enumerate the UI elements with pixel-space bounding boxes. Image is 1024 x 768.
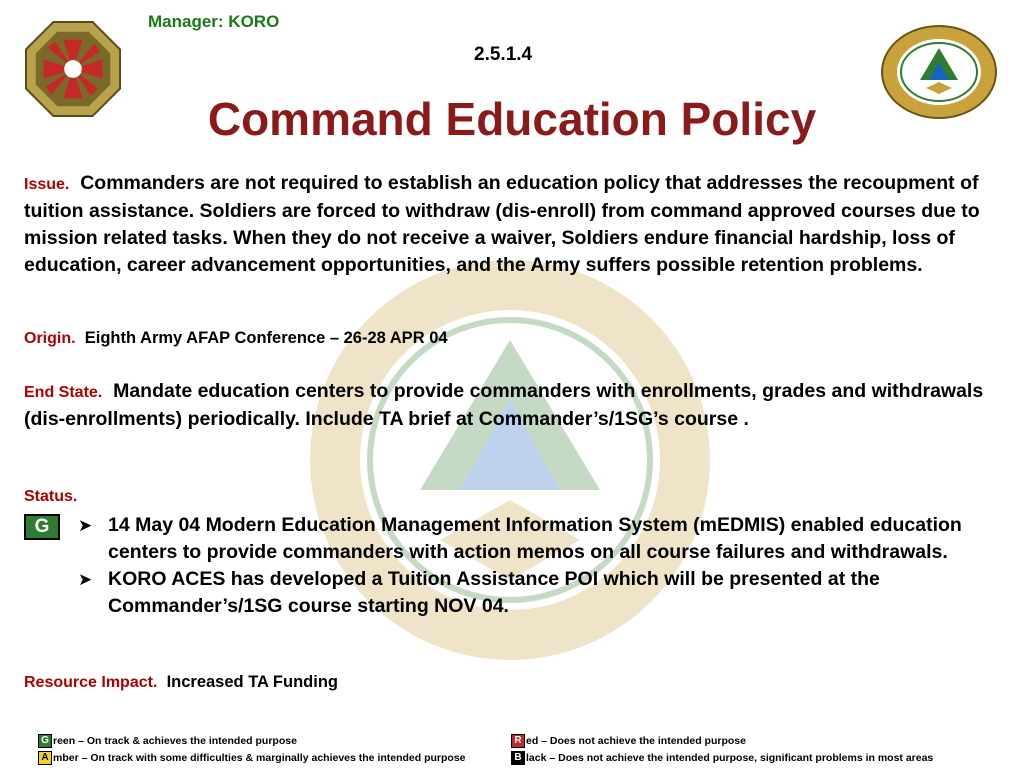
legend-amber-text: mber – On track with some difficulties & marginally achieves the intended purpose: [53, 751, 466, 764]
end-state-text: Mandate education centers to provide commanders with enrollments, grades and withdrawals (dis-enrollments) periodically. Include TA brief at Commander’s/1SG’s course .: [24, 380, 984, 430]
arrow-bullet-icon: ➤: [78, 570, 93, 589]
legend-amber-box: A: [38, 751, 52, 765]
issue-label: Issue.: [24, 176, 70, 193]
status-label: Status.: [24, 488, 78, 505]
legend-red-box: R: [511, 734, 525, 748]
legend-green-text: reen – On track & achieves the intended purpose: [53, 734, 297, 747]
status-bullet-text: KORO ACES has developed a Tuition Assistance POI which will be presented at the Commander’s/1SG course starting NOV 04.: [108, 568, 880, 617]
status-badge: G: [24, 514, 60, 540]
legend-red: [511, 734, 746, 748]
origin-label: Origin.: [24, 330, 76, 347]
status-bullet-text: 14 May 04 Modern Education Management Information System (mEDMIS) enabled education centers to provide commanders with action memos on all course failures and withdrawals.: [108, 514, 962, 563]
legend-red-text: ed – Does not achieve the intended purpose: [526, 734, 746, 747]
end-state-label: End State.: [24, 384, 103, 401]
resource-impact-label: Resource Impact.: [24, 674, 158, 691]
legend-black-box: B: [511, 751, 525, 765]
status-bullets: [78, 512, 1008, 620]
status-bullet: [78, 566, 1008, 620]
slide-number: 2.5.1.4: [474, 44, 533, 65]
resource-impact-section: [24, 673, 338, 692]
manager-label: Manager: KORO: [148, 12, 280, 31]
origin-section: [24, 329, 448, 348]
status-bullet: [78, 512, 1008, 566]
legend-green: [38, 734, 297, 748]
origin-text: Eighth Army AFAP Conference – 26-28 APR 04: [84, 329, 448, 347]
resource-impact-text: Increased TA Funding: [166, 673, 338, 691]
arrow-bullet-icon: ➤: [78, 516, 93, 535]
legend-green-box: G: [38, 734, 52, 748]
legend-amber: [38, 751, 466, 765]
legend-black: [511, 751, 933, 765]
issue-text: Commanders are not required to establish an education policy that addresses the recoupment of tuition assistance. Soldiers are forced to withdraw (dis-enroll) from command approved courses due to mission related tasks. When they do not receive a waiver, Soldiers endure financial hardship, loss of education, career advancement opportunities, and the Army suffers possible retention problems.: [24, 172, 980, 276]
legend-black-text: lack – Does not achieve the intended purpose, significant problems in most areas: [526, 751, 934, 764]
issue-section: [24, 170, 1004, 279]
page-title: Command Education Policy: [207, 93, 817, 145]
end-state-section: [24, 378, 1004, 433]
